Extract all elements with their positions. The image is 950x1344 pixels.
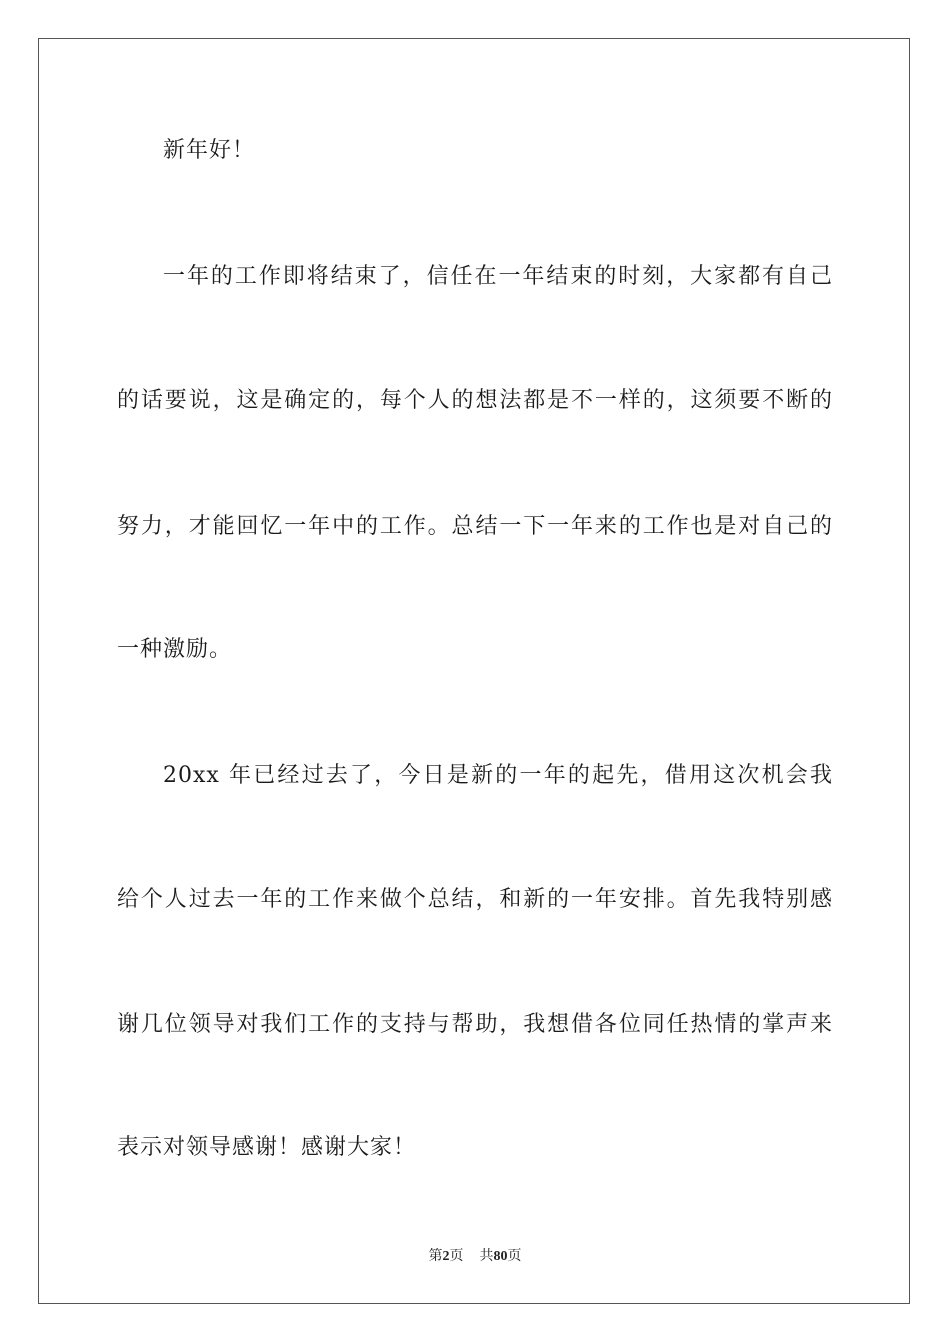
page-unit: 页 [449,1248,464,1264]
page-frame [38,38,910,1304]
paragraph-1-line-2: 的话要说，这是确定的，每个人的想法都是不一样的，这须要不断的 [117,388,833,413]
page-current: 2 [442,1249,450,1264]
total-unit: 页 [507,1248,522,1264]
paragraph-2-line-2: 给个人过去一年的工作来做个总结，和新的一年安排。首先我特别感 [117,887,833,912]
paragraph-1-line-3: 努力，才能回忆一年中的工作。总结一下一年来的工作也是对自己的 [117,514,833,539]
page-total: 80 [493,1249,508,1264]
page-prefix: 第 [428,1248,443,1264]
paragraph-2-line-1: 20xx 年已经过去了，今日是新的一年的起先，借用这次机会我 [163,763,833,788]
total-prefix: 共 [479,1248,494,1264]
paragraph-1-line-1: 一年的工作即将结束了，信任在一年结束的时刻，大家都有自己 [163,264,833,289]
paragraph-1-line-4: 一种激励。 [117,637,233,662]
page-footer [0,1247,950,1266]
greeting-line: 新年好！ [163,138,256,163]
paragraph-2-line-4: 表示对领导感谢！感谢大家！ [117,1135,417,1160]
paragraph-2-line-3: 谢几位领导对我们工作的支持与帮助，我想借各位同任热情的掌声来 [117,1012,833,1037]
